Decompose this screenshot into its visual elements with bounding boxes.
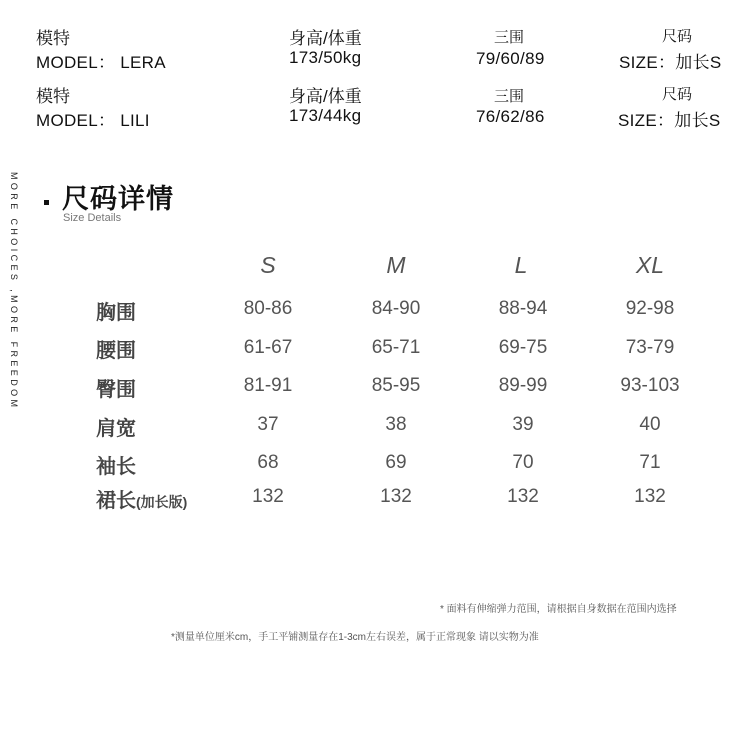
model-2-measure-value: 76/62/86 (476, 107, 545, 126)
model-1-name: MODEL： LERA (36, 53, 166, 72)
side-slogan: MORE CHOICES ,MORE FREEDOM (9, 172, 19, 411)
row-label-skirt-length-suffix: (加长版) (136, 494, 188, 510)
model-2-measure-label: 三围 (494, 88, 525, 105)
table-cell: 71 (639, 452, 661, 473)
model-1-hw-label: 身高/体重 (289, 29, 362, 48)
table-cell: 132 (252, 486, 284, 507)
table-cell: 80-86 (243, 298, 293, 319)
table-cell: 89-99 (498, 375, 548, 396)
table-cell: 132 (380, 486, 412, 507)
table-cell: 40 (639, 414, 661, 435)
row-label-skirt-length-text: 裙长 (96, 490, 136, 512)
size-header-l: L (514, 252, 528, 278)
table-cell: 38 (385, 414, 407, 435)
model-2-size-value: SIZE：加长S (618, 111, 721, 130)
table-cell: 65-71 (371, 337, 421, 358)
table-cell: 132 (507, 486, 539, 507)
table-cell: 81-91 (243, 375, 293, 396)
size-header-m: M (386, 252, 406, 278)
row-label-shoulder: 肩宽 (96, 418, 136, 440)
table-cell: 69 (385, 452, 407, 473)
row-label-sleeve: 袖长 (96, 456, 136, 478)
model-2-size-label: 尺码 (662, 86, 693, 103)
table-cell: 85-95 (371, 375, 421, 396)
size-header-s: S (260, 252, 276, 278)
table-cell: 69-75 (498, 337, 548, 358)
model-1-size-label: 尺码 (662, 28, 693, 45)
model-2-hw-label: 身高/体重 (289, 87, 362, 106)
table-cell: 73-79 (625, 337, 675, 358)
model-1-measure-value: 79/60/89 (476, 49, 545, 68)
table-cell: 70 (512, 452, 534, 473)
row-label-hip: 臀围 (96, 379, 136, 401)
model-1-label: 模特 (36, 29, 70, 48)
row-label-waist: 腰围 (96, 340, 136, 362)
measure-note: *测量单位厘米cm，手工平铺测量存在1-3cm左右误差，属于正常现象 请以实物为准 (171, 632, 539, 643)
size-header-xl: XL (635, 252, 665, 278)
table-cell: 37 (257, 414, 279, 435)
model-1-size-value: SIZE：加长S (619, 53, 722, 72)
table-cell: 92-98 (625, 298, 675, 319)
row-label-chest: 胸围 (96, 302, 136, 324)
table-cell: 88-94 (498, 298, 548, 319)
model-2-label: 模特 (36, 87, 70, 106)
fabric-note: * 面料有伸缩弹力范围，请根据自身数据在范围内选择 (440, 604, 677, 615)
model-1-hw-value: 173/50kg (289, 48, 362, 67)
row-label-skirt-length (96, 484, 187, 513)
model-1-measure-label: 三围 (494, 29, 525, 46)
table-cell: 61-67 (243, 337, 293, 358)
model-2-hw-value: 173/44kg (289, 106, 362, 125)
table-cell: 39 (512, 414, 534, 435)
section-subtitle: Size Details (63, 212, 122, 224)
table-cell: 132 (634, 486, 666, 507)
table-cell: 93-103 (620, 375, 680, 396)
table-cell: 84-90 (371, 298, 421, 319)
model-2-name: MODEL： LILI (36, 111, 150, 130)
section-bullet (44, 200, 49, 205)
section-title: 尺码详情 (62, 184, 174, 214)
table-cell: 68 (257, 452, 279, 473)
